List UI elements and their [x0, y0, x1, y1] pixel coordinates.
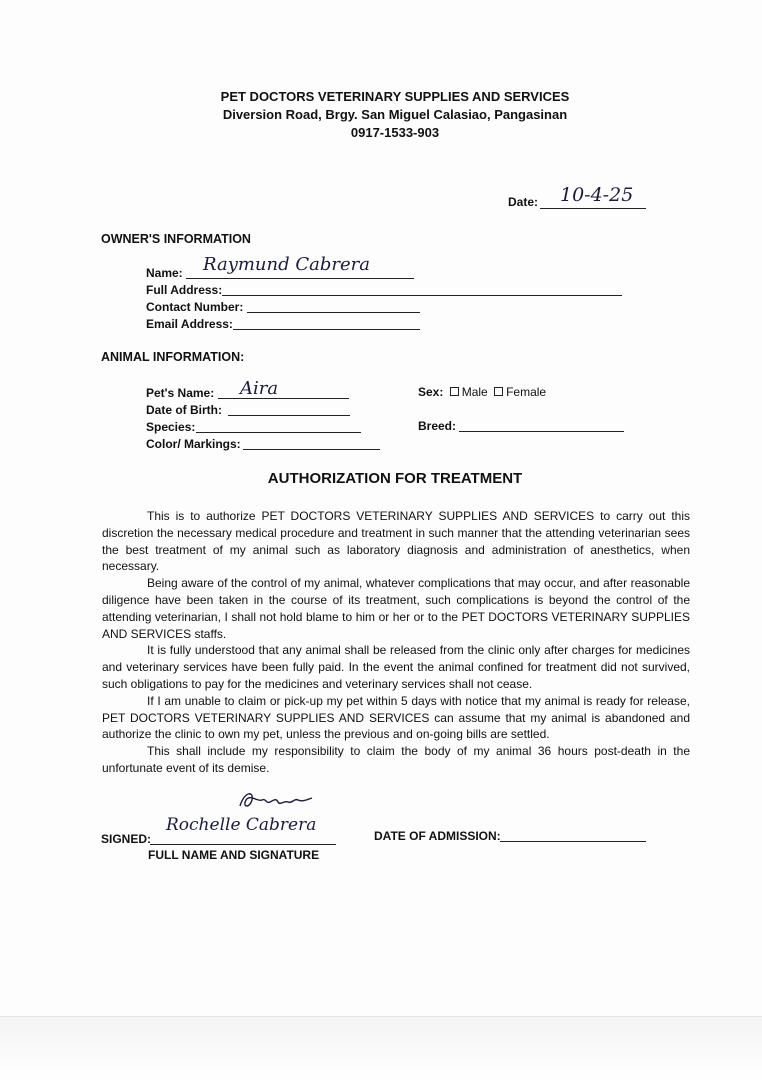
name-label: Name:	[146, 266, 183, 280]
authorization-paragraph-2: Being aware of the control of my animal, whatever complications that may occur, and after reasonable diligence have been taken in the course of its treatment, such complications is beyond the control of the attending veterinarian, I shall not hold blame to him or her or to the PET DOCTORS VETERINARY SUPPLIES AND SERVICES staffs.	[102, 576, 690, 641]
owner-name-value[interactable]: Raymund Cabrera	[203, 254, 370, 275]
breed-field[interactable]	[459, 431, 624, 432]
animal-heading: ANIMAL INFORMATION:	[101, 350, 245, 364]
date-label: Date:	[508, 195, 539, 209]
authorization-paragraph-5: This shall include my responsibility to claim the body of my animal 36 hours post-death in the unfortunate event of its demise.	[102, 744, 690, 775]
scanner-background	[0, 1016, 762, 1081]
color-label: Color/ Markings:	[146, 437, 241, 451]
address-field[interactable]	[222, 295, 622, 296]
signature-line	[150, 844, 336, 845]
clinic-name: PET DOCTORS VETERINARY SUPPLIES AND SERVICES	[220, 89, 570, 104]
handwritten-signature-mark	[236, 788, 316, 814]
color-field[interactable]	[243, 449, 380, 450]
species-field[interactable]	[196, 432, 361, 433]
authorization-title: AUTHORIZATION FOR TREATMENT	[267, 470, 523, 487]
pet-name-value[interactable]: Aira	[240, 378, 279, 399]
species-label: Species:	[146, 420, 196, 434]
female-option: Female	[506, 385, 547, 399]
authorization-paragraph-4: If I am unable to claim or pick-up my pet within 5 days with notice that my animal is ready for release, PET DOCTORS VETERINARY SUPPLIES AND SERVICES can assume that my animal is abandoned and authorize the clinic to own my pet, unless the previous and on-going bills are settled.	[102, 693, 690, 742]
pet-name-line	[218, 398, 349, 399]
male-checkbox[interactable]	[450, 387, 459, 396]
name-line	[186, 278, 414, 279]
contact-field[interactable]	[247, 312, 420, 313]
sex-label: Sex:	[418, 385, 444, 399]
authorization-body	[102, 508, 690, 777]
clinic-address: Diversion Road, Brgy. San Miguel Calasiao, Pangasinan	[222, 107, 568, 122]
signed-label: SIGNED:	[101, 832, 152, 846]
signature-caption: FULL NAME AND SIGNATURE	[148, 848, 320, 862]
dob-field[interactable]	[228, 415, 350, 416]
authorization-paragraph-1: This is to authorize PET DOCTORS VETERINARY SUPPLIES AND SERVICES to carry out this discretion the necessary medical procedure and treatment in such manner that the attending veterinarian sees the best treatment of my animal such as laboratory diagnosis and administration of anesthetics, when necessary.	[102, 509, 690, 574]
address-label: Full Address:	[146, 283, 223, 297]
breed-label: Breed:	[418, 419, 457, 433]
male-option: Male	[461, 385, 488, 399]
authorization-paragraph-3: It is fully understood that any animal shall be released from the clinic only after charges for medicines and veterinary services have been fully paid. In the event the animal confined for treatment did not survived, such obligations to pay for the medicines and veterinary services shall not cease.	[102, 643, 690, 691]
dob-label: Date of Birth:	[146, 403, 222, 417]
female-checkbox[interactable]	[494, 387, 503, 396]
date-line	[540, 208, 646, 209]
contact-label: Contact Number:	[146, 300, 244, 314]
signature-value[interactable]: Rochelle Cabrera	[166, 815, 317, 835]
email-field[interactable]	[233, 329, 420, 330]
clinic-phone: 0917-1533-903	[350, 125, 440, 140]
owner-heading: OWNER'S INFORMATION	[101, 232, 251, 246]
email-label: Email Address:	[146, 317, 233, 331]
pet-name-label: Pet's Name:	[146, 386, 215, 400]
clinic-header	[0, 88, 762, 142]
sex-row	[418, 385, 546, 399]
admission-date-field[interactable]	[500, 841, 646, 842]
date-value[interactable]: 10-4-25	[560, 184, 634, 206]
admission-label: DATE OF ADMISSION:	[374, 829, 501, 843]
